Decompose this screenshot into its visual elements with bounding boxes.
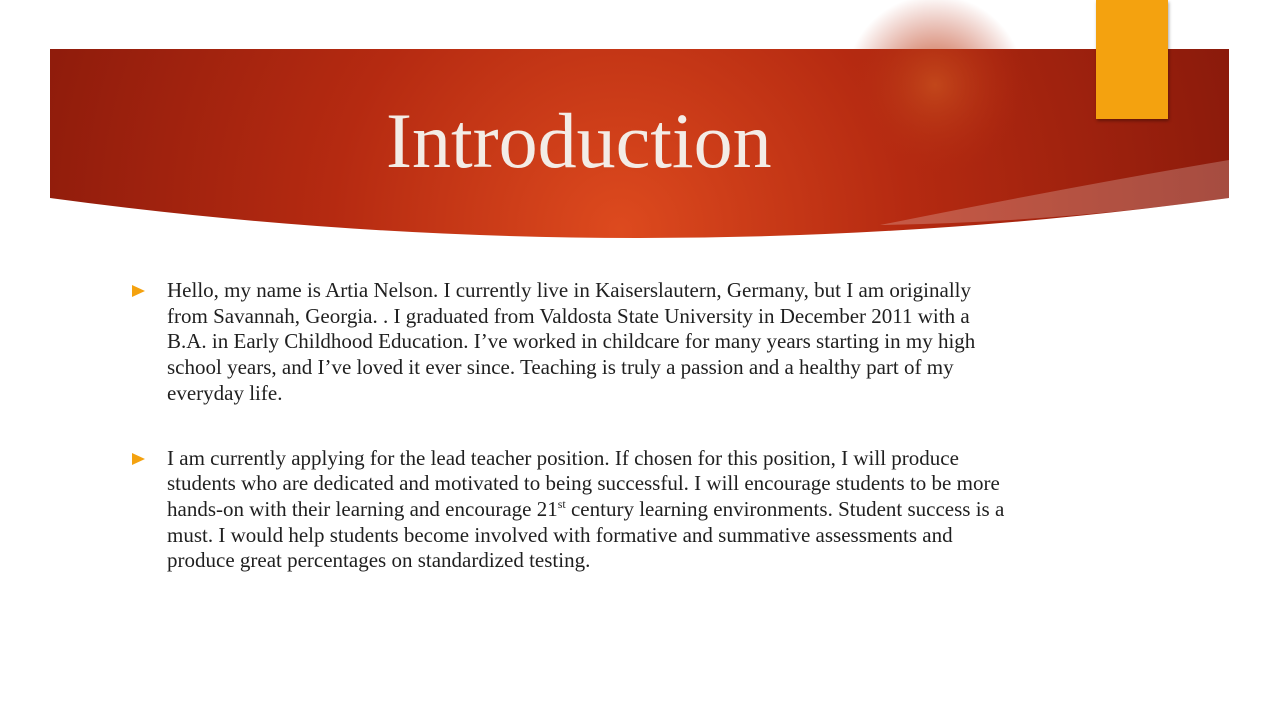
banner-glow xyxy=(845,0,1025,175)
bookmark-tab xyxy=(1096,0,1168,119)
slide-body xyxy=(132,278,1012,613)
bullet-text: Hello, my name is Artia Nelson. I currently live in Kaiserslautern, Germany, but I am originally from Savannah, Georgia. . I graduated from Valdosta State University in December 2011 with a B.A. in Early Childhood Education. I’ve worked in childcare for many years starting in my high school years, and I’ve loved it ever since. Teaching is truly a passion and a healthy part of my everyday life. xyxy=(167,278,976,405)
bullet-text xyxy=(167,446,1004,573)
slide-title: Introduction xyxy=(386,97,772,184)
bullet-item xyxy=(132,278,1012,407)
bullet-item xyxy=(132,446,1012,575)
triangle-right-icon xyxy=(132,453,145,465)
triangle-right-icon xyxy=(132,285,145,297)
bullet-text-part: century learning environments. Student success is a must. I would help students become involved with formative and summative assessments and produce great percentages on standardized testing. xyxy=(167,496,1005,573)
bullet-text-part: I am currently applying for the lead teacher position. If chosen for this position, I will produce students who are dedicated and motivated to being successful. I will encourage students to be more hands-on with their learning and encourage 21 xyxy=(167,445,1000,521)
ordinal-superscript: st xyxy=(557,496,566,511)
